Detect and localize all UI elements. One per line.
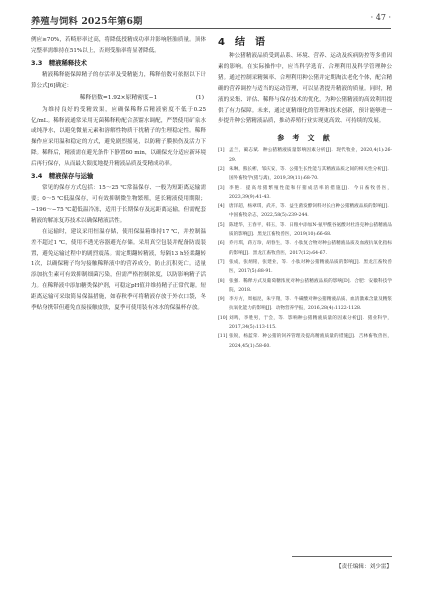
reference-index: [4] — [218, 204, 225, 210]
reference-text: 乔月琪，蒋万珍，胡春生，等．小肽复合物对种公猪精液品质及血液抗氧化指标的影响[J]．黑龙江畜牧兽医，2017(12):64-67. — [229, 241, 392, 256]
reference-item — [218, 239, 392, 258]
reference-item — [218, 277, 392, 296]
section-heading-conclusion: 4 结 语 — [218, 37, 265, 48]
reference-item — [218, 332, 392, 351]
reference-index: [10] — [218, 315, 228, 321]
reference-item — [218, 184, 392, 203]
reference-text: 孟兰，蔺志斌．种公猪精液质量影响因素分析[J]．现代牧业，2020,4(1):26-29. — [229, 148, 392, 163]
reference-text: 张锐，杨蓝荣．种公猪的饲养管理及提高精液质量的措施[J]．吉林畜牧兽医，2024,45(1):58-60. — [229, 334, 392, 349]
paragraph: 常见的保存方式包括：15～25 ℃常温保存、一般为短距离运输需要；0～5 ℃低温保存，可有效抑制微生物繁殖，延长精液使用期限；−196～−75 ℃超低温冷冻，适用于长期保存及远距离运输，但需配套精液的解冻复苏技术以确保精液活性。 — [31, 185, 206, 224]
reference-text: 张成，张炳铭，张建业，等．小肽对种公猪精液品质的影响[J]．黑龙江畜牧兽医，2017(5):88-91. — [229, 259, 392, 275]
reference-text: 陈建华，王春平，韩玉，等．日粮中添加N-氨甲酰谷氨酸对杜洛克种公猪精液品质的影响[J]．黑龙江畜牧兽医，2019(10):66-68. — [229, 222, 392, 238]
reference-item — [218, 295, 392, 314]
reference-index: [9] — [218, 297, 225, 303]
reference-list — [218, 146, 392, 351]
paragraph: 精液稀释能保障精子的存活率及受精能力，稀释倍数可依据以下计算公式[6]确定： — [31, 71, 206, 89]
reference-item — [218, 165, 392, 184]
reference-text: 唐洋超，杨翠琪，武卉，等．益生菌发酵饲料对长白种公猪精液品质的影响[J]．中国畜牧杂志，2022,58(5):239-244. — [229, 204, 392, 219]
reference-item — [218, 258, 392, 277]
reference-index: [1] — [218, 148, 225, 154]
reference-item — [218, 314, 392, 333]
formula — [31, 92, 206, 105]
journal-title: 养殖与饲料 2025年第6期 — [31, 16, 143, 27]
reference-text: 李艳．提高母猪繁殖性能和仔猪成活率的措施[J]．今日畜牧兽医，2023,39(9):41-43. — [229, 185, 392, 200]
paragraph: 为维持良好的受精效果，应确保稀释后精液密度不低于0.25亿/mL。稀释液通常采用无菌稀释粉配合蒸馏水调配，严禁使用矿泉水或纯净水，以避免微量元素和溶解性物质干扰精子的生理稳定性。稀释操作应采用温和稳定的方式，避免剧烈摇晃，以防精子膜损伤及活力下降。稀释后，精液需在避光条件下静置60 min，以确保充分适应新环境后再行保存，从而最大限度地提升精液品质及受精成功率。 — [31, 106, 206, 168]
paragraph: 在运输时，建议采用恒温存储，使用保温箱维持17 ℃，并控制温差不超过1 ℃，使用不透光容器避光存储。采用真空包装并配备防震装置，避免运输过程中的剧烈震荡。需定期翻转精液，每隔13 h轻柔翻转1次，以确保精子均匀接触稀释液中的营养成分，防止沉积死亡。适量添加抗生素可有效抑制细菌污染，但需严格控制浓度，以防影响精子活力。在稀释液中添加糖类保护剂，可稳定pH值并维持精子正常代谢。短距离运输可采取简易保温措施，如春秋季可将精液存放于外衣口袋，冬季贴身携带但避免直接接触皮肤，夏季可使用装有冰水的保温杯存放。 — [31, 228, 206, 312]
editor-text: 【责任编辑：刘少雷】 — [336, 564, 392, 570]
section-heading: 3.3 精液稀释技术 — [31, 58, 88, 67]
references-heading: 参 考 文 献 — [277, 134, 333, 143]
reference-text: 李方方，周福昆，朱宇翔，等．牛磺酸对种公猪精液品质、血清激素含量及精浆抗氧化能力的影响[J]．动物营养学报，2016,28(4):1122-1128. — [229, 297, 392, 312]
formula-number: (1) — [195, 94, 204, 101]
left-column — [31, 35, 206, 314]
reference-index: [5] — [218, 222, 225, 228]
reference-text: 朱琳，熊长彬，邹庆安，等．公猪生长性能与其精液品质之间的相关性分析[J]．国外畜牧学(猪与禽)，2019,39(11):68-70. — [229, 166, 392, 182]
reference-item — [218, 146, 392, 165]
reference-text: 刘鸣，李胜男，于会，等．影响种公猪精液质量的因素分析[J]．猪业科学，2017,34(5):113-115. — [229, 315, 392, 330]
reference-index: [11] — [218, 334, 228, 340]
section-heading: 3.4 精液保存与运输 — [31, 172, 94, 181]
reference-index: [8] — [218, 278, 225, 284]
paragraph: 例应≥70%，若畸形率过高，将降低授精成功率并影响胚胎质量。顶体完整率需维持在51%以上，否则受胎率将显著降低。 — [31, 37, 206, 54]
reference-index: [2] — [218, 166, 225, 172]
editor-rule — [292, 556, 392, 557]
paragraph: 种公猪精液品质受到品系、环境、营养、运动及疾病防控等多重因素的影响。在实际操作中，应当科学选育、合理利用及科学管理种公猪。通过控制采精频率、合理利用种公猪并定期淘汰老化个体，配合精确的营养调控与适当的运动管理，可以显著提升精液的质量。同时，精液的采集、评估、稀释与保存技术的优化，为种公猪精液的高效利用提供了有力保障。未来，通过更精细化的管理和技术创新，预计能够进一步提升种公猪精液品质，推动养殖行业实现更高效、可持续的发展。 — [218, 53, 392, 125]
reference-text: 张强．稀释方式及葡萄糖浓度对种公猪精液品质的影响[D]．合肥：安徽科技学院，2018. — [229, 278, 392, 293]
reference-index: [3] — [218, 185, 225, 191]
header-rule — [31, 28, 391, 29]
reference-item — [218, 202, 392, 221]
formula-text: 稀释倍数=1.92×原精密度−1 — [79, 94, 158, 101]
right-column — [218, 35, 392, 351]
page-header — [31, 10, 391, 30]
reference-index: [6] — [218, 241, 225, 247]
responsible-editor — [336, 562, 392, 570]
reference-index: [7] — [218, 259, 225, 265]
page-number: · 47 · — [370, 13, 391, 22]
reference-item — [218, 221, 392, 240]
